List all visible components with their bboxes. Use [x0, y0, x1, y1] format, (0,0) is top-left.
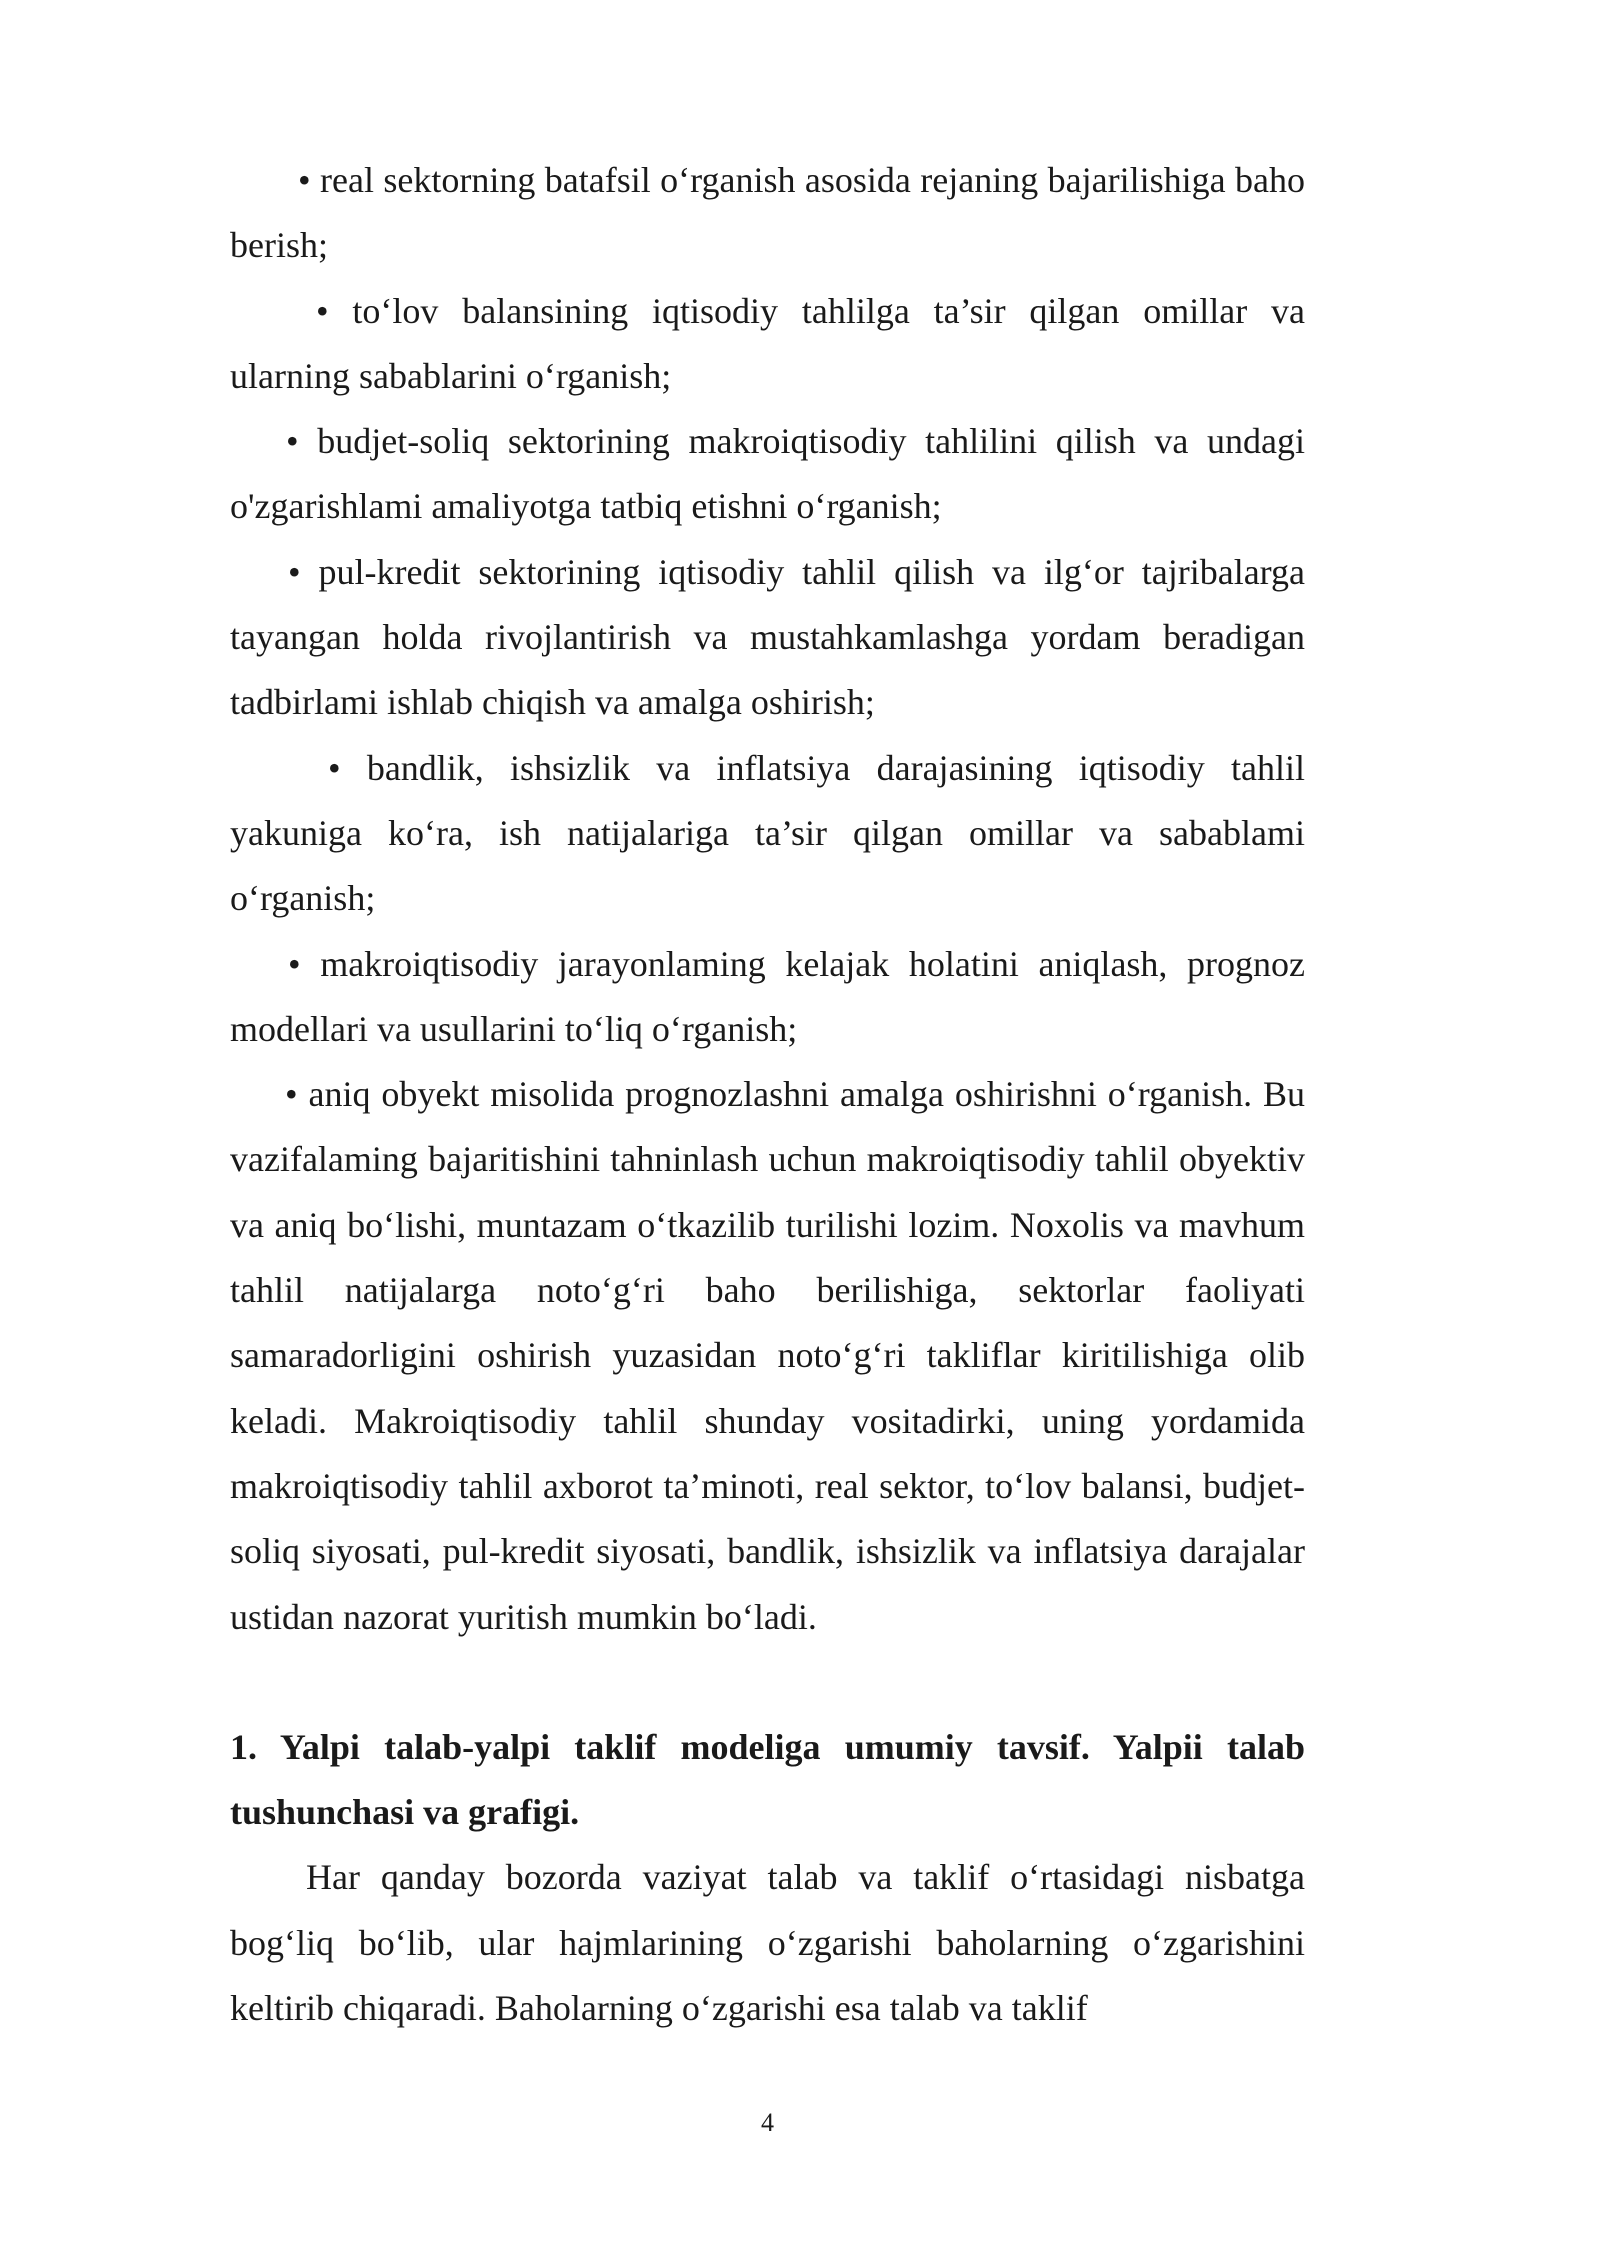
bullet-monetary-credit: • pul-kredit sektorining iqtisodiy tahlil qilish va ilg‘or tajribalarga tayangan holda rivojlantirish va mustahkamlashga yordam beradigan tadbirlami ishlab chiqish va amalga oshirish;: [230, 551, 1305, 723]
section-heading: 1. Yalpi talab-yalpi taklif modeliga umumiy tavsif. Yalpii talab tushunchasi va grafigi.: [230, 1726, 1305, 1833]
bullet-real-sector: • real sektorning batafsil o‘rganish asosida rejaning bajarilishiga baho berish;: [230, 160, 1305, 266]
document-page: [230, 148, 1305, 2041]
page-number: 4: [761, 2108, 774, 2137]
body-paragraph: Har qanday bozorda vaziyat talab va taklif o‘rtasidagi nisbatga bog‘liq bo‘lib, ular hajmlarining o‘zgarishi baholarning o‘zgarishini keltirib chiqaradi. Baholarning o‘zgarishi esa talab va taklif: [230, 1857, 1305, 2029]
bullet-forecast-object: • aniq obyekt misolida prognozlashni amalga oshirishni o‘rganish. Bu vazifalaming bajaritishini tahninlash uchun makroiqtisodiy tahlil obyektiv va aniq bo‘lishi, muntazam o‘tkazilib turilishi lozim. Noxolis va mavhum tahlil natijalarga noto‘g‘ri baho berilishiga, sektorlar faoliyati samaradorligini oshirish yuzasidan noto‘g‘ri takliflar kiritilishiga olib keladi. Makroiqtisodiy tahlil shunday vositadirki, uning yordamida makroiqtisodiy tahlil axborot ta’minoti, real sektor, to‘lov balansi, budjet-soliq siyosati, pul-kredit siyosati, bandlik, ishsizlik va inflatsiya darajalar ustidan nazorat yuritish mumkin bo‘ladi.: [230, 1074, 1305, 1637]
bullet-budget-tax: • budjet-soliq sektorining makroiqtisodiy tahlilini qilish va undagi o'zgarishlami amaliyotga tatbiq etishni o‘rganish;: [230, 421, 1305, 527]
bullet-payment-balance: • to‘lov balansining iqtisodiy tahlilga ta’sir qilgan omillar va ularning sabablarini o‘rganish;: [230, 290, 1305, 396]
bullet-forecast-models: • makroiqtisodiy jarayonlaming kelajak holatini aniqlash, prognoz modellari va usullarini to‘liq o‘rganish;: [230, 943, 1305, 1049]
bullet-employment-inflation: • bandlik, ishsizlik va inflatsiya darajasining iqtisodiy tahlil yakuniga ko‘ra, ish natijalariga ta’sir qilgan omillar va sabablami o‘rganish;: [230, 747, 1305, 919]
